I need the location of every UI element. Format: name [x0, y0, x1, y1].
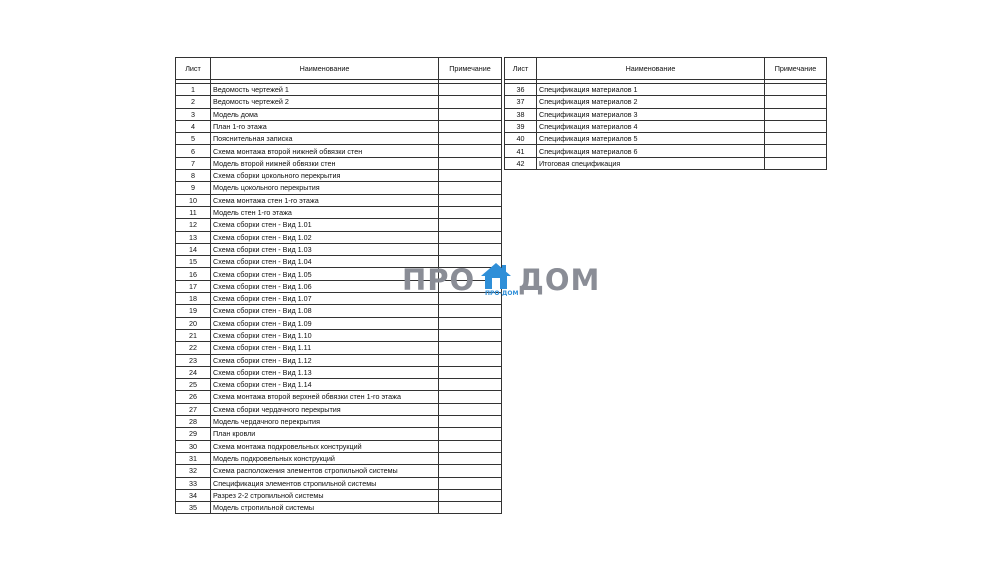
- sheet-number: 35: [176, 502, 211, 514]
- sheet-note: [439, 133, 502, 145]
- sheet-number: 24: [176, 366, 211, 378]
- sheet-name: Схема монтажа стен 1-го этажа: [211, 194, 439, 206]
- sheet-name: Модель подкровельных конструкций: [211, 452, 439, 464]
- sheet-number: 11: [176, 206, 211, 218]
- sheet-number: 2: [176, 96, 211, 108]
- sheet-note: [439, 231, 502, 243]
- sheet-number: 13: [176, 231, 211, 243]
- sheet-note: [439, 489, 502, 501]
- sheet-name: Схема сборки стен - Вид 1.09: [211, 317, 439, 329]
- sheet-note: [439, 354, 502, 366]
- sheet-number: 4: [176, 120, 211, 132]
- sheet-number: 38: [505, 108, 537, 120]
- header-name: Наименование: [211, 58, 439, 80]
- table-row: [176, 206, 502, 218]
- table-row: [505, 120, 827, 132]
- table-row: [176, 502, 502, 514]
- sheet-name: Схема расположения элементов стропильной системы: [211, 465, 439, 477]
- sheet-number: 7: [176, 157, 211, 169]
- sheet-note: [439, 342, 502, 354]
- sheet-note: [765, 145, 827, 157]
- sheet-note: [439, 366, 502, 378]
- sheet-note: [765, 96, 827, 108]
- table-row: [505, 108, 827, 120]
- sheet-name: Разрез 2-2 стропильной системы: [211, 489, 439, 501]
- table-row: [505, 84, 827, 96]
- sheet-name: Спецификация материалов 1: [537, 84, 765, 96]
- table-row: [176, 133, 502, 145]
- sheet-name: Модель второй нижней обвязки стен: [211, 157, 439, 169]
- sheet-number: 28: [176, 416, 211, 428]
- sheet-number: 3: [176, 108, 211, 120]
- sheet-name: Модель дома: [211, 108, 439, 120]
- sheet-note: [439, 157, 502, 169]
- sheet-note: [439, 428, 502, 440]
- header-sheet: Лист: [176, 58, 211, 80]
- table-row: [176, 452, 502, 464]
- sheet-note: [439, 391, 502, 403]
- sheet-name: Схема монтажа второй верхней обвязки стен 1-го этажа: [211, 391, 439, 403]
- sheet-number: 34: [176, 489, 211, 501]
- sheet-name: Схема сборки стен - Вид 1.12: [211, 354, 439, 366]
- sheet-number: 39: [505, 120, 537, 132]
- table-row: [176, 194, 502, 206]
- sheet-note: [439, 305, 502, 317]
- sheet-note: [439, 170, 502, 182]
- sheet-note: [439, 120, 502, 132]
- watermark-text-left: ПРО: [402, 263, 476, 297]
- table-row: [176, 182, 502, 194]
- sheet-name: Схема сборки стен - Вид 1.10: [211, 329, 439, 341]
- header-name: Наименование: [537, 58, 765, 80]
- table-row: [176, 170, 502, 182]
- sheet-number: 31: [176, 452, 211, 464]
- sheet-note: [439, 477, 502, 489]
- header-note: Примечание: [439, 58, 502, 80]
- sheet-number: 12: [176, 219, 211, 231]
- sheet-note: [439, 416, 502, 428]
- sheet-name: Схема сборки стен - Вид 1.01: [211, 219, 439, 231]
- table-row: [176, 157, 502, 169]
- sheet-number: 21: [176, 329, 211, 341]
- table-row: [176, 219, 502, 231]
- sheet-note: [765, 108, 827, 120]
- table-row: [176, 120, 502, 132]
- sheet-number: 27: [176, 403, 211, 415]
- sheet-number: 20: [176, 317, 211, 329]
- sheet-note: [439, 465, 502, 477]
- sheet-name: План кровли: [211, 428, 439, 440]
- sheet-number: 42: [505, 157, 537, 169]
- sheet-name: Модель стропильной системы: [211, 502, 439, 514]
- sheet-number: 36: [505, 84, 537, 96]
- sheet-number: 37: [505, 96, 537, 108]
- sheet-name: Спецификация материалов 2: [537, 96, 765, 108]
- sheet-number: 18: [176, 293, 211, 305]
- header-note: Примечание: [765, 58, 827, 80]
- table-row: [176, 354, 502, 366]
- sheet-name: План 1-го этажа: [211, 120, 439, 132]
- sheet-note: [439, 440, 502, 452]
- table-row: [176, 342, 502, 354]
- table-row: [505, 157, 827, 169]
- sheet-name: Модель стен 1-го этажа: [211, 206, 439, 218]
- table-row: [176, 379, 502, 391]
- sheet-name: Спецификация материалов 3: [537, 108, 765, 120]
- sheet-note: [439, 84, 502, 96]
- table-header-row: [505, 58, 827, 80]
- sheet-name: Ведомость чертежей 2: [211, 96, 439, 108]
- sheet-number: 30: [176, 440, 211, 452]
- sheet-number: 41: [505, 145, 537, 157]
- sheet-name: Спецификация элементов стропильной системы: [211, 477, 439, 489]
- header-sheet: Лист: [505, 58, 537, 80]
- sheet-name: Спецификация материалов 6: [537, 145, 765, 157]
- drawing-list-table-right: [504, 57, 827, 170]
- watermark-subtext: ПРО-ДОМ: [485, 290, 519, 297]
- table-row: [176, 416, 502, 428]
- table-row: [176, 145, 502, 157]
- table-row: [505, 96, 827, 108]
- table-row: [176, 391, 502, 403]
- table-row: [176, 305, 502, 317]
- sheet-note: [765, 120, 827, 132]
- table-row: [176, 366, 502, 378]
- table-row: [176, 428, 502, 440]
- sheet-name: Спецификация материалов 5: [537, 133, 765, 145]
- sheet-note: [765, 133, 827, 145]
- sheet-name: Модель чердачного перекрытия: [211, 416, 439, 428]
- sheet-name: Схема сборки цокольного перекрытия: [211, 170, 439, 182]
- sheet-note: [765, 157, 827, 169]
- sheet-note: [765, 84, 827, 96]
- sheet-number: 5: [176, 133, 211, 145]
- table-row: [505, 145, 827, 157]
- table-row: [176, 489, 502, 501]
- sheet-number: 16: [176, 268, 211, 280]
- sheet-name: Схема сборки стен - Вид 1.13: [211, 366, 439, 378]
- table-row: [176, 329, 502, 341]
- sheet-name: Схема сборки стен - Вид 1.08: [211, 305, 439, 317]
- sheet-number: 8: [176, 170, 211, 182]
- table-body-right: [505, 80, 827, 170]
- sheet-name: Схема монтажа второй нижней обвязки стен: [211, 145, 439, 157]
- sheet-number: 15: [176, 256, 211, 268]
- sheet-name: Схема монтажа подкровельных конструкций: [211, 440, 439, 452]
- table-row: [176, 477, 502, 489]
- sheet-note: [439, 452, 502, 464]
- sheet-number: 29: [176, 428, 211, 440]
- table-header-row: [176, 58, 502, 80]
- sheet-name: Ведомость чертежей 1: [211, 84, 439, 96]
- sheet-number: 26: [176, 391, 211, 403]
- sheet-note: [439, 317, 502, 329]
- sheet-number: 6: [176, 145, 211, 157]
- sheet-note: [439, 243, 502, 255]
- sheet-name: Схема сборки стен - Вид 1.02: [211, 231, 439, 243]
- sheet-name: Схема сборки стен - Вид 1.11: [211, 342, 439, 354]
- sheet-name: Пояснительная записка: [211, 133, 439, 145]
- table-row: [176, 465, 502, 477]
- sheet-number: 33: [176, 477, 211, 489]
- table-row: [176, 108, 502, 120]
- table-row: [176, 403, 502, 415]
- sheet-name: Схема сборки стен - Вид 1.05: [211, 268, 439, 280]
- sheet-name: Итоговая спецификация: [537, 157, 765, 169]
- sheet-note: [439, 379, 502, 391]
- sheet-note: [439, 194, 502, 206]
- table-row: [505, 133, 827, 145]
- table-row: [176, 317, 502, 329]
- sheet-note: [439, 145, 502, 157]
- sheet-name: Схема сборки стен - Вид 1.04: [211, 256, 439, 268]
- sheet-name: Спецификация материалов 4: [537, 120, 765, 132]
- table-row: [176, 440, 502, 452]
- sheet-number: 22: [176, 342, 211, 354]
- sheet-note: [439, 182, 502, 194]
- sheet-number: 19: [176, 305, 211, 317]
- sheet-note: [439, 96, 502, 108]
- sheet-name: Схема сборки чердачного перекрытия: [211, 403, 439, 415]
- sheet-note: [439, 403, 502, 415]
- sheet-number: 9: [176, 182, 211, 194]
- sheet-number: 25: [176, 379, 211, 391]
- sheet-name: Модель цокольного перекрытия: [211, 182, 439, 194]
- sheet-note: [439, 206, 502, 218]
- sheet-number: 10: [176, 194, 211, 206]
- watermark-logo: [400, 263, 600, 303]
- watermark-text-right: ДОМ: [518, 263, 601, 297]
- sheet-name: Схема сборки стен - Вид 1.06: [211, 280, 439, 292]
- sheet-name: Схема сборки стен - Вид 1.07: [211, 293, 439, 305]
- sheet-number: 17: [176, 280, 211, 292]
- sheet-number: 32: [176, 465, 211, 477]
- table-row: [176, 96, 502, 108]
- sheet-note: [439, 502, 502, 514]
- sheet-name: Схема сборки стен - Вид 1.03: [211, 243, 439, 255]
- table-row: [176, 231, 502, 243]
- table-row: [176, 243, 502, 255]
- table-row: [176, 84, 502, 96]
- sheet-name: Схема сборки стен - Вид 1.14: [211, 379, 439, 391]
- sheet-number: 40: [505, 133, 537, 145]
- sheet-number: 1: [176, 84, 211, 96]
- sheet-number: 23: [176, 354, 211, 366]
- sheet-note: [439, 329, 502, 341]
- sheet-note: [439, 108, 502, 120]
- sheet-note: [439, 219, 502, 231]
- sheet-number: 14: [176, 243, 211, 255]
